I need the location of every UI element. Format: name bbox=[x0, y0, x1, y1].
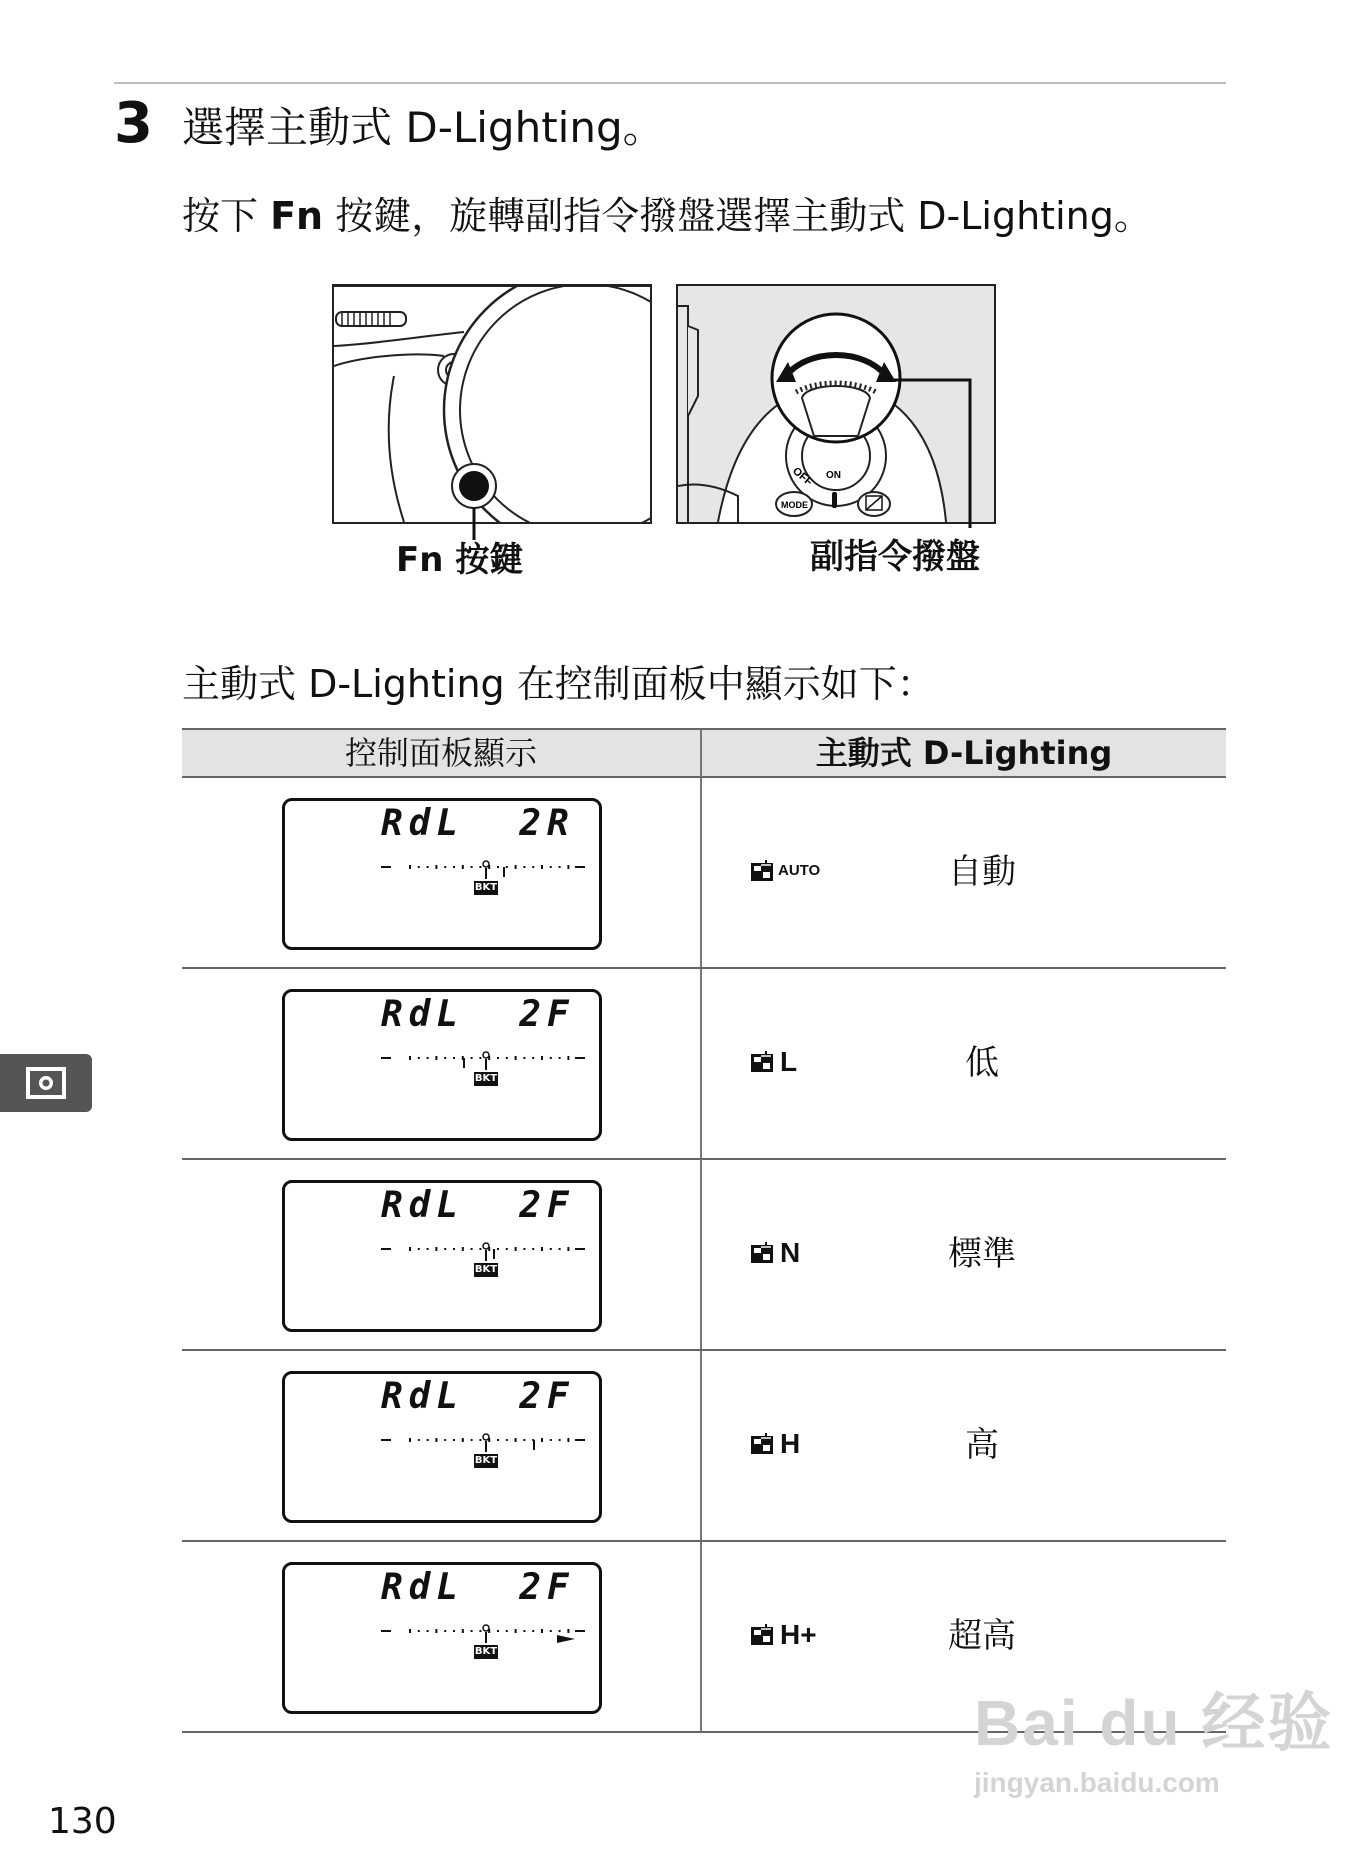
watermark bbox=[974, 1688, 1333, 1800]
lcd-readout: RdL 2F bbox=[381, 1185, 575, 1226]
adl-setting-icon bbox=[750, 1238, 800, 1268]
bkt-badge: BKT bbox=[474, 1073, 498, 1084]
instruction-suffix: 按鍵，旋轉副指令撥盤選擇主動式 D-Lighting。 bbox=[323, 194, 1152, 238]
adl-setting-cell bbox=[702, 1160, 1226, 1349]
camera-front-illustration bbox=[332, 284, 652, 524]
adl-code: H+ bbox=[780, 1619, 817, 1650]
bkt-badge: BKT bbox=[474, 1646, 498, 1657]
lcd-panel bbox=[282, 989, 602, 1141]
adl-code: H bbox=[780, 1428, 801, 1459]
panel-display-cell bbox=[182, 1160, 702, 1349]
exposure-indicator bbox=[285, 1040, 599, 1080]
table-row bbox=[182, 1351, 1226, 1542]
exposure-indicator bbox=[285, 1231, 599, 1271]
table-row bbox=[182, 969, 1226, 1160]
step-title: 選擇主動式 D-Lighting。 bbox=[182, 103, 665, 152]
lcd-panel bbox=[282, 1180, 602, 1332]
fn-button-icon bbox=[459, 471, 489, 501]
adl-setting-icon bbox=[750, 1047, 797, 1077]
panel-display-cell bbox=[182, 969, 702, 1158]
adl-label: 自動 bbox=[948, 852, 1016, 892]
adl-label: 高 bbox=[965, 1425, 999, 1465]
callout-sub-command-dial: 副指令撥盤 bbox=[810, 537, 980, 577]
adl-code: L bbox=[780, 1046, 798, 1077]
adl-setting-cell bbox=[702, 1351, 1226, 1540]
panel-display-cell bbox=[182, 1351, 702, 1540]
bkt-badge: BKT bbox=[474, 882, 498, 893]
camera-front-drawing bbox=[334, 286, 650, 522]
camera-dial-illustration bbox=[676, 284, 996, 524]
dial-on-text: ON bbox=[826, 470, 841, 481]
lcd-panel bbox=[282, 798, 602, 950]
lcd-readout: RdL 2R bbox=[381, 803, 575, 844]
table-body bbox=[182, 778, 1226, 1733]
adl-setting-cell bbox=[702, 778, 1226, 967]
table-row bbox=[182, 1160, 1226, 1351]
panel-display-cell bbox=[182, 1542, 702, 1731]
lcd-readout: RdL 2F bbox=[381, 1376, 575, 1417]
adl-setting-icon bbox=[750, 1429, 800, 1459]
instruction-prefix: 按下 bbox=[182, 194, 271, 238]
adl-setting-cell bbox=[702, 969, 1226, 1158]
mode-button-text: MODE bbox=[781, 500, 808, 510]
bkt-badge: BKT bbox=[474, 1264, 498, 1275]
camera-menu-icon bbox=[24, 1065, 68, 1101]
adl-code: AUTO bbox=[778, 862, 821, 879]
exposure-indicator bbox=[285, 1422, 599, 1462]
callout-fn-button: Fn 按鍵 bbox=[396, 540, 524, 580]
page-number: 130 bbox=[48, 1801, 117, 1842]
lcd-readout: RdL 2F bbox=[381, 1567, 575, 1608]
watermark-main: Bai du 经验 bbox=[974, 1687, 1334, 1759]
adl-code: N bbox=[780, 1237, 801, 1268]
lcd-panel bbox=[282, 1371, 602, 1523]
instruction-key: Fn bbox=[270, 194, 324, 238]
d-lighting-icon bbox=[750, 860, 776, 882]
exposure-indicator bbox=[285, 849, 599, 889]
exposure-indicator bbox=[285, 1613, 599, 1653]
header-panel-display: 控制面板顯示 bbox=[182, 730, 702, 776]
lcd-readout: RdL 2F bbox=[381, 994, 575, 1035]
adl-setting-icon bbox=[750, 856, 820, 886]
d-lighting-icon bbox=[750, 1242, 776, 1264]
lcd-panel bbox=[282, 1562, 602, 1714]
header-active-d-lighting: 主動式 D-Lighting bbox=[815, 734, 1113, 772]
adl-label: 標準 bbox=[948, 1234, 1016, 1274]
d-lighting-icon bbox=[750, 1051, 776, 1073]
bkt-badge: BKT bbox=[474, 1455, 498, 1466]
table-header bbox=[182, 728, 1226, 778]
watermark-url: jingyan.baidu.com bbox=[974, 1767, 1220, 1798]
d-lighting-icon bbox=[750, 1433, 776, 1455]
adl-setting-icon bbox=[750, 1620, 817, 1650]
top-rule bbox=[114, 82, 1226, 84]
step-number: 3 bbox=[114, 91, 153, 156]
table-row bbox=[182, 778, 1226, 969]
panel-display-cell bbox=[182, 778, 702, 967]
adl-table bbox=[182, 728, 1226, 1733]
d-lighting-icon bbox=[750, 1624, 776, 1646]
adl-label: 超高 bbox=[948, 1616, 1016, 1656]
adl-label: 低 bbox=[965, 1043, 999, 1083]
instruction-text bbox=[182, 190, 1152, 242]
chapter-side-tab bbox=[0, 1054, 92, 1112]
dial-off-text: OFF bbox=[790, 465, 815, 489]
camera-dial-drawing bbox=[678, 286, 994, 522]
intro-text: 主動式 D-Lighting 在控制面板中顯示如下： bbox=[182, 662, 935, 706]
